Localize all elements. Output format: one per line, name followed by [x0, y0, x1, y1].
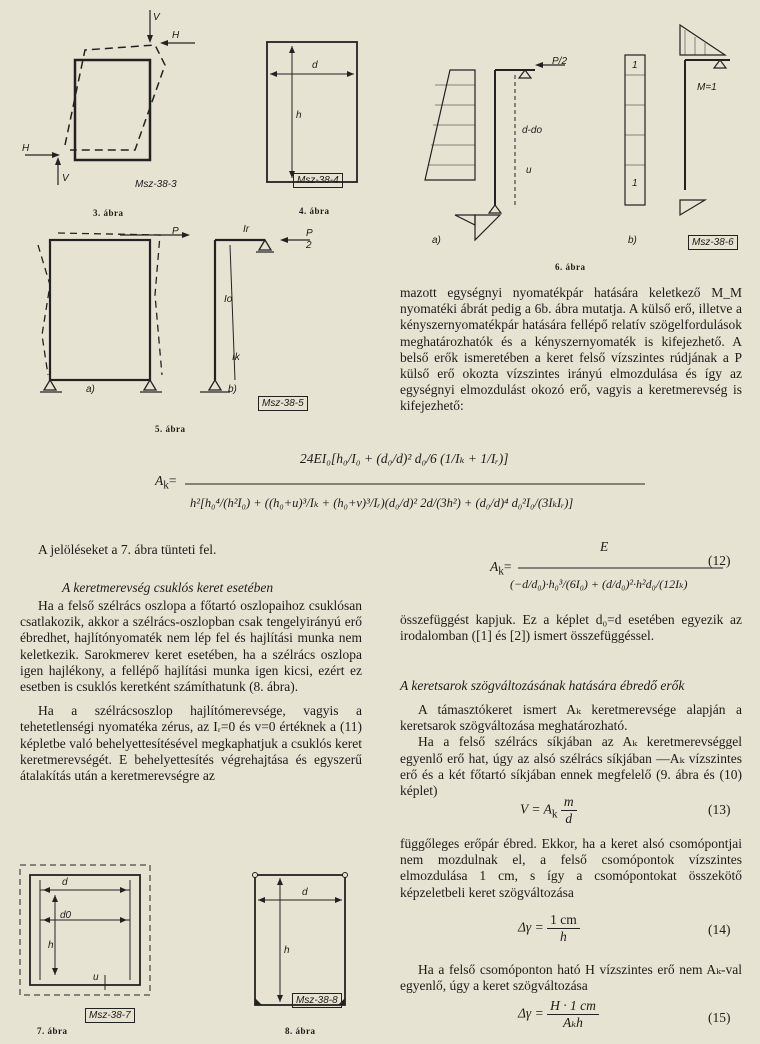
left-paragraphs — [20, 598, 362, 784]
right-heading: A keretsarok szögváltozásának hatására ébredő erők — [400, 678, 685, 693]
eq15 — [400, 998, 745, 1040]
fig6-u: u — [526, 165, 532, 176]
fig5-tag: Msz-38-5 — [258, 396, 308, 411]
fig6-one-left: 1 — [632, 60, 638, 71]
fig7-d0: d0 — [60, 910, 72, 921]
right-paragraphs — [400, 702, 742, 799]
fig6-ddo: d-do — [522, 125, 543, 136]
big-eq-lhs: $A_k=$ — [155, 473, 177, 492]
right-top-paragraph: mazott egységnyi nyomatékpár hatására keletkező M_M nyomatéki ábrát pedig a 6b. ábra mutatja. A külső erő, illetve a kényszernyomatékpár hatására fellépő relatív szögelfordulások meghatározhatók és a kényszernyomaték is kifejezhető. A belső erők ismeretében a keret felső vízszintes rúdjának a P külső erő okozta vízszintes irányú elmozdulása és így az egységnyi elmozdulást okozó erő, vagyis a keretmerevség is kifejezhető: — [400, 285, 742, 414]
fig6-tag: Msz-38-6 — [688, 235, 738, 250]
right-p1 — [400, 612, 742, 644]
right-p3: Ha a felső szélrács síkjában az Aₖ keretmerevséggel egyenlő erő hat, úgy az alsó szélrács síkjában —Aₖ vízszintes erő és a két főtartó síkjában ennek megfelelő (9. ábra és (10) képlet) — [400, 734, 742, 799]
left-intro: A jelöléseket a 7. ábra tünteti fel. — [38, 542, 217, 557]
eq12-bar — [518, 567, 723, 569]
eq14-label: (14) — [708, 922, 731, 937]
figure-6-drawing — [395, 15, 755, 245]
fig4-h: h — [296, 110, 302, 121]
fig3-h-bottom: H — [22, 143, 30, 154]
fig3-tag: Msz-38-3 — [135, 179, 177, 190]
figure-5-drawing — [20, 225, 360, 410]
left-column — [20, 542, 362, 558]
fig8-h: h — [284, 945, 290, 956]
eq15-body: Δγ = $\frac{H \cdot 1 cm}{\text{Aₖh}}$ — [518, 998, 599, 1031]
fig5-io: Io — [224, 294, 233, 305]
fig7-caption: 7. ábra — [37, 1026, 68, 1036]
fig8-caption: 8. ábra — [285, 1026, 316, 1036]
fig5-p-left: P — [172, 226, 179, 237]
eq14-body: Δγ = $\frac{1 cm}{h}$ — [518, 912, 580, 945]
fig3-h-top: H — [172, 30, 180, 41]
fig5-b: b) — [228, 384, 237, 395]
fig7-u: u — [93, 972, 99, 983]
right-p5-text: Ha a felső csomóponton ható H vízszintes erő nem Aₖ-val egyenlő, úgy a keret szögváltozása — [400, 962, 742, 994]
right-p5 — [400, 962, 742, 994]
fig6-b: b) — [628, 235, 637, 246]
fig5-ik: Ik — [232, 352, 240, 363]
eq12-lhs: $A_k=$ — [490, 559, 512, 578]
left-p2: Ha a szélrácsoszlop hajlítómerevsége, vagyis a tehetetlenségi nyomatéka zérus, az Iᵣ=0 és v=0 értéknek a (11) képletbe való behelyettesítésével megkaphatjuk a csuklós keret keretmerevségét. E behelyettesítés végrehajtása és egyszerű átalakítás után a keretmerevségre az — [20, 703, 362, 784]
eq13-body: $V = A_k$ $\frac{m}{d}$ — [520, 794, 577, 827]
fig5-ir: Ir — [243, 224, 250, 235]
fig4-tag: Msz-38-4 — [293, 173, 343, 188]
fig5-two: 2 — [306, 240, 312, 251]
big-eq-denominator: h²[h₀⁴/(h²I₀) + ((h₀+u)³/Iₖ + (h₀+v)³/Iᵣ)(d₀/d)² 2d/(3h²) + (d₀/d)⁴ d₀²I₀/(3IₖIᵣ)] — [190, 496, 574, 510]
fig7-h: h — [48, 940, 54, 951]
fig6-p2: P/2 — [552, 56, 568, 67]
right-p2: A támasztókeret ismert Aₖ keretmerevsége alapján a keretsarok szögváltozása meghatározható. — [400, 702, 742, 734]
left-heading: A keretmerevség csuklós keret esetében — [62, 580, 274, 595]
big-equation — [60, 445, 710, 530]
fig6-a: a) — [432, 235, 441, 246]
fig4-caption: 4. ábra — [299, 206, 330, 216]
fig7-d: d — [62, 877, 68, 888]
right-p4 — [400, 836, 742, 901]
fig8-d: d — [302, 887, 308, 898]
eq14 — [400, 912, 745, 952]
eq12-den: (−d/d₀)·h₀³/(6I₀) + (d/d₀)²·h²d₀/(12Iₖ) — [510, 577, 688, 591]
eq13 — [400, 790, 745, 830]
fig6-m1: M=1 — [697, 82, 717, 93]
fig5-caption: 5. ábra — [155, 424, 186, 434]
big-eq-numerator: 24EI₀[h₀/I₀ + (d₀/d)² d₀/6 (1/Iₖ + 1/Iᵣ)] — [300, 451, 509, 466]
fig4-d: d — [312, 60, 318, 71]
eq15-label: (15) — [708, 1010, 731, 1025]
fig6-one-right: 1 — [632, 178, 638, 189]
big-eq-bar — [185, 483, 645, 485]
left-p1: Ha a felső szélrács oszlopa a főtartó oszlopaihoz csuklósan csatlakozik, akkor a szélrács-oszlopban csak tengelyirányú erő ébredhet, hajlítónyomaték nem lép fel és hajlítási munka nem keletkezik. Sarokmerev keret esetében, ha a szélrács oszlopa igen hajlékony, a fellépő hajlítási munka igen kicsi, ezért ez esetben is csuklós keretként számíthatunk (8. ábra). — [20, 598, 362, 695]
eq13-label: (13) — [708, 802, 731, 817]
fig5-a: a) — [86, 384, 95, 395]
right-top-text — [400, 285, 742, 415]
fig6-caption: 6. ábra — [555, 262, 586, 272]
fig7-tag: Msz-38-7 — [85, 1008, 135, 1023]
figure-7-drawing — [15, 850, 165, 1010]
fig3-v-top: V — [153, 12, 160, 23]
fig8-tag: Msz-38-8 — [292, 993, 342, 1008]
eq12-num: E — [600, 539, 609, 554]
eq12-label: (12) — [708, 553, 731, 568]
fig5-p-right: P — [306, 228, 313, 239]
figure-3-drawing — [10, 5, 210, 185]
right-p1-text: összefüggést kapjuk. Ez a képlet d₀=d esetében egyezik az irodalomban ([1] és [2]) ismert összefüggéssel. — [400, 612, 742, 644]
fig3-caption: 3. ábra — [93, 208, 124, 218]
right-p4-text: függőleges erőpár ébred. Ekkor, ha a keret alsó csomópontjai nem mozdulnak el, a felső csomópontok vízszintes elmozdulása 1 cm, s így a csomópontokat összekötő képzeletbeli keret szögváltozása — [400, 836, 742, 900]
fig3-v-bottom: V — [62, 173, 69, 184]
eq12 — [400, 535, 745, 605]
